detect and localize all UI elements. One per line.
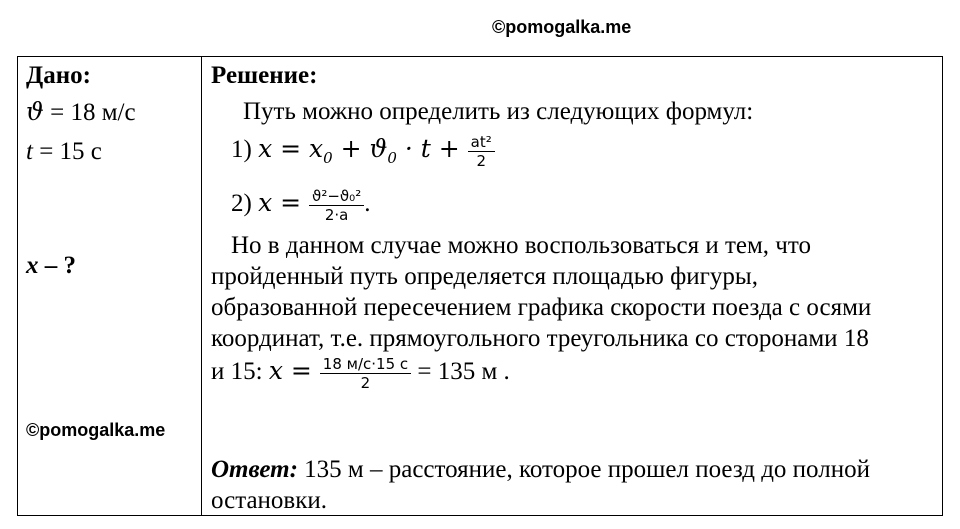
velocity-value: = 18 м/с bbox=[43, 99, 136, 126]
time-symbol: t bbox=[26, 138, 33, 165]
formula-2 bbox=[231, 187, 370, 224]
solution-intro: Путь можно определить из следующих формул: bbox=[243, 98, 754, 125]
find-label bbox=[26, 251, 76, 281]
result-numerator: 18 м/с·15 с bbox=[320, 355, 411, 374]
formula-1-sub1: 0 bbox=[387, 149, 397, 168]
formula-2-denominator: 2·a bbox=[324, 206, 349, 224]
line-5-x: x = bbox=[268, 356, 320, 386]
formula-2-fraction bbox=[309, 187, 364, 224]
formula-1-sub0: 0 bbox=[323, 149, 333, 168]
formula-1-fraction bbox=[468, 133, 495, 170]
formula-2-number: 2) bbox=[231, 190, 252, 218]
formula-2-end: . bbox=[364, 190, 371, 218]
solution-table bbox=[17, 56, 943, 516]
result-fraction bbox=[320, 355, 411, 392]
paragraph-line-1: Но в данном случае можно воспользоваться и тем, что bbox=[231, 232, 811, 259]
formula-2-expr: x = bbox=[258, 188, 310, 218]
paragraph-line-3: образованной пересечением графика скорости поезда с осями bbox=[211, 294, 872, 321]
line-5-end: = 135 м . bbox=[411, 358, 510, 386]
formula-1-number: 1) bbox=[231, 136, 252, 164]
watermark-top: ©pomogalka.me bbox=[492, 17, 632, 37]
line-5-start: и 15: bbox=[211, 358, 269, 386]
formula-1-plus: + ϑ bbox=[332, 134, 388, 164]
velocity-symbol: ϑ bbox=[26, 97, 44, 126]
answer-line-2: остановки. bbox=[211, 487, 328, 514]
formula-2-numerator: ϑ²−ϑ₀² bbox=[309, 187, 364, 206]
find-symbol: x bbox=[26, 252, 39, 279]
paragraph-line-2: пройденный путь определяется площадью фигуры, bbox=[211, 263, 758, 290]
answer-text: 135 м – расстояние, которое прошел поезд до полной bbox=[297, 456, 870, 483]
given-time bbox=[26, 137, 102, 167]
formula-1-numerator: at² bbox=[468, 133, 495, 152]
column-divider bbox=[201, 57, 202, 515]
formula-1-expr: x = x bbox=[258, 134, 324, 164]
find-rest: – ? bbox=[38, 252, 76, 279]
formula-1-rest: · t + bbox=[396, 134, 468, 164]
paragraph-line-4: координат, т.е. прямоугольного треугольника со сторонами 18 bbox=[211, 325, 869, 352]
answer-line-1 bbox=[211, 455, 870, 485]
formula-1-denominator: 2 bbox=[476, 152, 486, 170]
result-denominator: 2 bbox=[360, 374, 371, 392]
formula-1 bbox=[231, 133, 495, 173]
solution-title: Решение: bbox=[211, 62, 318, 89]
watermark-left: ©pomogalka.me bbox=[26, 420, 166, 440]
paragraph-line-5 bbox=[211, 355, 510, 392]
given-title: Дано: bbox=[26, 62, 91, 89]
given-velocity bbox=[26, 97, 136, 128]
time-value: = 15 с bbox=[32, 138, 102, 165]
answer-label: Ответ: bbox=[211, 456, 298, 483]
